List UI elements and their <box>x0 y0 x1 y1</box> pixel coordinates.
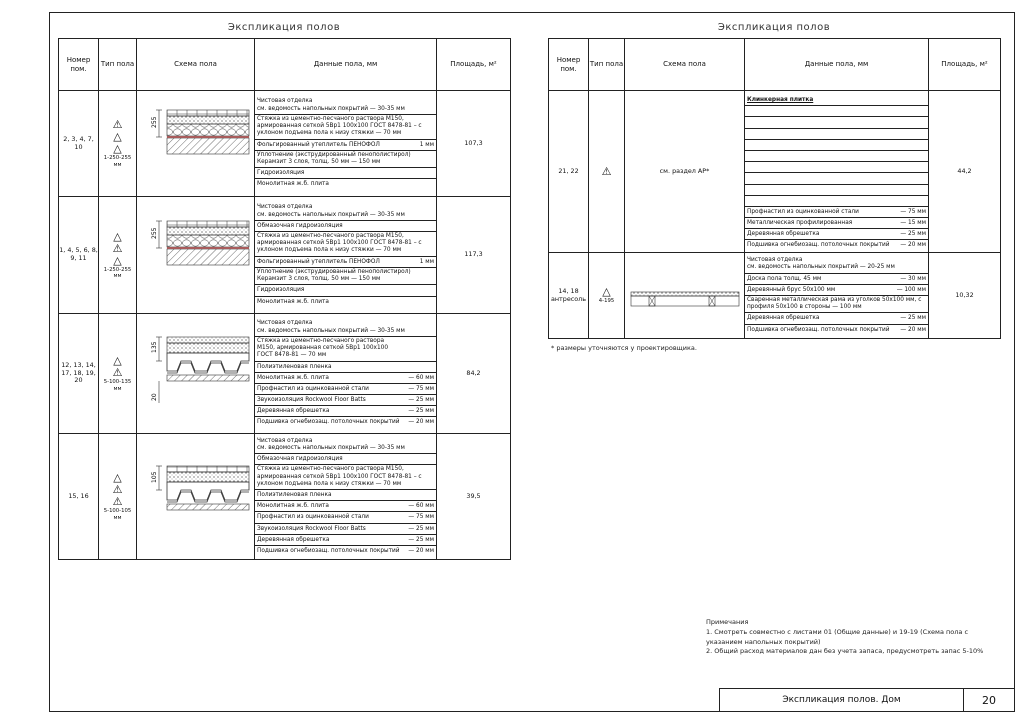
floor-layers-cell <box>255 91 437 197</box>
triangle-marker-icon: ⚠ <box>112 483 123 497</box>
layer: Деревянный брус 50х100 мм — 100 мм <box>745 285 928 296</box>
layer: Полиэтиленовая пленка <box>255 490 436 501</box>
layer: Подшивка огнебиозащ. потолочных покрытий — 20 мм <box>257 419 434 426</box>
floor-section-drawing <box>137 319 253 429</box>
layer: Подшивка огнебиозащ. потолочных покрытий — 20 мм <box>257 548 434 555</box>
layer: Гидроизоляция <box>255 168 436 179</box>
room-numbers: 12, 13, 14, 17, 18, 19, 20 <box>59 314 99 434</box>
layer-heading: Клинкерная плитка <box>745 95 928 106</box>
floor-type-code: 1-250-255 мм <box>103 266 132 279</box>
room-numbers: 15, 16 <box>59 434 99 560</box>
thickness-label: 105 <box>151 471 158 483</box>
floor-scheme-cell <box>137 197 255 314</box>
header-floor-type: Тип пола <box>589 39 625 91</box>
header-floor-type: Тип пола <box>99 39 137 91</box>
triangle-marker-icon: ⚠ <box>112 366 123 380</box>
triangle-marker-icon: △ <box>113 229 122 243</box>
layer: Обмазочная гидроизоляция <box>255 221 436 232</box>
triangle-marker-icon: △ <box>113 354 122 368</box>
layer: Профнастил из оцинкованной стали — 75 мм <box>255 384 436 395</box>
header-floor-scheme: Схема пола <box>137 39 255 91</box>
layer: Гидроизоляция <box>255 285 436 296</box>
triangle-marker-icon: ⚠ <box>112 118 123 132</box>
header-room-number: Номер пом. <box>549 39 589 91</box>
title-block <box>719 688 1015 712</box>
table-row <box>549 91 1001 253</box>
area-value: 84,2 <box>437 314 511 434</box>
floor-layers-cell <box>255 434 437 560</box>
layer: Профнастил из оцинкованной стали — 75 мм <box>255 512 436 523</box>
layer: Звукоизоляция Rockwool Floor Batts — 25 мм <box>255 524 436 535</box>
floor-type-cell <box>99 91 137 197</box>
floor-type-code: 4-195 <box>598 298 615 305</box>
floor-section-drawing <box>137 452 253 542</box>
layer: Чистовая отделка см. ведомость напольных покрытий — 30-35 мм <box>255 203 436 220</box>
layer <box>745 106 928 117</box>
left-explication-table <box>58 38 511 560</box>
triangle-marker-icon: △ <box>113 253 122 267</box>
area-value: 10,32 <box>929 253 1001 339</box>
triangle-marker-icon: △ <box>113 142 122 156</box>
floor-section-drawing <box>137 215 253 295</box>
table-row <box>59 434 511 560</box>
layer: Деревянная обрешетка — 25 мм <box>745 229 928 240</box>
notes-title: Примечания <box>706 618 749 626</box>
area-value: 39,5 <box>437 434 511 560</box>
left-table-title: Экспликация полов <box>227 22 341 33</box>
layer: Стяжка из цементно-песчаного раствора М150, армированная сеткой 5Вр1 100х100 ГОСТ 8478-81 — 70 мм <box>255 337 436 362</box>
layer: Деревянная обрешетка — 25 мм <box>255 406 436 417</box>
layer: Фольгированный утеплитель ПЕНОФОЛ 1 мм <box>255 140 436 151</box>
floor-type-cell <box>99 314 137 434</box>
area-value: 117,3 <box>437 197 511 314</box>
thickness-label: 255 <box>151 227 158 239</box>
floor-layers-cell <box>745 253 929 339</box>
layer: Стяжка из цементно-песчаного раствора М150, армированная сеткой 5Вр1 100х100 ГОСТ 8478-81 – с уклоном подъема пола к низу стяжки — 70 мм <box>255 465 436 490</box>
layer <box>745 162 928 173</box>
table-row <box>549 253 1001 339</box>
layer: Монолитная ж.б. плита <box>257 181 329 188</box>
thickness-label: 135 <box>151 341 158 353</box>
header-floor-data: Данные пола, мм <box>745 39 929 91</box>
layer: Обмазочная гидроизоляция <box>255 454 436 465</box>
layer: Профнастил из оцинкованной стали — 75 мм <box>745 207 928 218</box>
layer: Стяжка из цементно-песчаного раствора М150, армированная сеткой 5Вр1 100х100 ГОСТ 8478-81 – с уклоном подъема пола к низу стяжки — 70 мм <box>255 115 436 140</box>
layer: Фольгированный утеплитель ПЕНОФОЛ 1 мм <box>255 257 436 268</box>
notes-block <box>706 618 1006 657</box>
sheet-name: Экспликация полов. Дом <box>720 689 964 711</box>
layer: Сваренная металлическая рама из уголков 50х100 мм, с профиля 50х100 в стороны — 100 мм <box>745 296 928 313</box>
floor-type-cell <box>99 197 137 314</box>
layer: Деревянная обрешетка — 25 мм <box>255 535 436 546</box>
layer: Металлическая профилированная — 15 мм <box>745 218 928 229</box>
room-numbers: 1, 4, 5, 6, 8, 9, 11 <box>59 197 99 314</box>
floor-layers-cell <box>255 314 437 434</box>
floor-scheme-cell <box>625 253 745 339</box>
layer: Подшивка огнебиозащ. потолочных покрытий — 20 мм <box>747 326 926 333</box>
layer: Доска пола толщ. 45 мм — 30 мм <box>745 274 928 285</box>
layer: Чистовая отделка см. ведомость напольных покрытий — 30-35 мм <box>255 97 436 114</box>
layer: Стяжка из цементно-песчаного раствора М150, армированная сеткой 5Вр1 100х100 ГОСТ 8478-81 – с уклоном подъема пола к низу стяжки — 70 мм <box>255 232 436 257</box>
triangle-marker-icon: △ <box>602 285 611 299</box>
header-room-number: Номер пом. <box>59 39 99 91</box>
header-floor-scheme: Схема пола <box>625 39 745 91</box>
area-value: 44,2 <box>929 91 1001 253</box>
floor-type-cell <box>589 91 625 253</box>
floor-scheme-cell <box>137 91 255 197</box>
area-value: 107,3 <box>437 91 511 197</box>
triangle-marker-icon: ⚠ <box>112 241 123 255</box>
right-explication-table <box>548 38 1001 339</box>
layer <box>745 185 928 196</box>
room-numbers: 21, 22 <box>549 91 589 253</box>
floor-layers-cell <box>745 91 929 253</box>
room-numbers: 2, 3, 4, 7, 10 <box>59 91 99 197</box>
layer: Деревянная обрешетка — 25 мм <box>745 313 928 324</box>
layer <box>745 173 928 184</box>
thickness-label: 255 <box>151 116 158 128</box>
floor-section-drawing <box>137 104 253 184</box>
floor-type-code: 1-250-255 мм <box>103 155 132 168</box>
floor-type-code: 5-100-135 мм <box>103 379 132 392</box>
layer: Уплотнение (экструдированный пенополистирол) Керамзит 3 слоя, толщ. 50 мм — 150 мм <box>255 151 436 168</box>
layer <box>745 129 928 140</box>
thickness-label: 20 <box>151 392 158 401</box>
floor-type-cell <box>589 253 625 339</box>
triangle-marker-icon: ⚠ <box>112 495 123 509</box>
right-table-title: Экспликация полов <box>717 22 831 33</box>
header-floor-data: Данные пола, мм <box>255 39 437 91</box>
footnote: * размеры уточняются у проектировщика. <box>551 344 697 352</box>
header-area: Площадь, м² <box>929 39 1001 91</box>
layer <box>745 117 928 128</box>
layer <box>745 196 928 207</box>
floor-scheme-cell: см. раздел АР* <box>625 91 745 253</box>
floor-scheme-cell <box>137 314 255 434</box>
triangle-marker-icon: △ <box>113 130 122 144</box>
layer: Монолитная ж.б. плита — 60 мм <box>255 373 436 384</box>
floor-type-code: 5-100-105 мм <box>103 508 132 521</box>
floor-layers-cell <box>255 197 437 314</box>
layer <box>745 151 928 162</box>
layer: Чистовая отделка см. ведомость напольных покрытий — 30-35 мм <box>255 437 436 454</box>
triangle-marker-icon: ⚠ <box>601 165 612 178</box>
table-row <box>59 314 511 434</box>
table-row <box>59 197 511 314</box>
floor-scheme-cell <box>137 434 255 560</box>
layer: Чистовая отделка см. ведомость напольных покрытий — 20-25 мм <box>745 256 928 273</box>
note-item: 1. Смотреть совместно с листами 01 (Общие данные) и 19-19 (Схема пола с указанием напольных покрытий) <box>706 627 969 646</box>
table-row <box>59 91 511 197</box>
layer: Звукоизоляция Rockwool Floor Batts — 25 мм <box>255 395 436 406</box>
room-numbers: 14, 18 антресоль <box>549 253 589 339</box>
layer: Чистовая отделка см. ведомость напольных покрытий — 30-35 мм <box>255 319 436 336</box>
layer: Подшивка огнебиозащ. потолочных покрытий — 20 мм <box>747 242 926 249</box>
triangle-marker-icon: △ <box>113 471 122 485</box>
layer: Полиэтиленовая пленка <box>255 362 436 373</box>
layer: Монолитная ж.б. плита — 60 мм <box>255 501 436 512</box>
sheet-number: 20 <box>982 693 996 707</box>
note-item: 2. Общий расход материалов дан без учета запаса, предусмотреть запас 5-10% <box>706 647 984 656</box>
floor-type-cell <box>99 434 137 560</box>
header-area: Площадь, м² <box>437 39 511 91</box>
layer: Уплотнение (экструдированный пенополистирол) Керамзит 3 слоя, толщ. 50 мм — 150 мм <box>255 268 436 285</box>
floor-section-drawing <box>625 276 743 316</box>
layer: Монолитная ж.б. плита <box>257 298 329 305</box>
layer <box>745 140 928 151</box>
